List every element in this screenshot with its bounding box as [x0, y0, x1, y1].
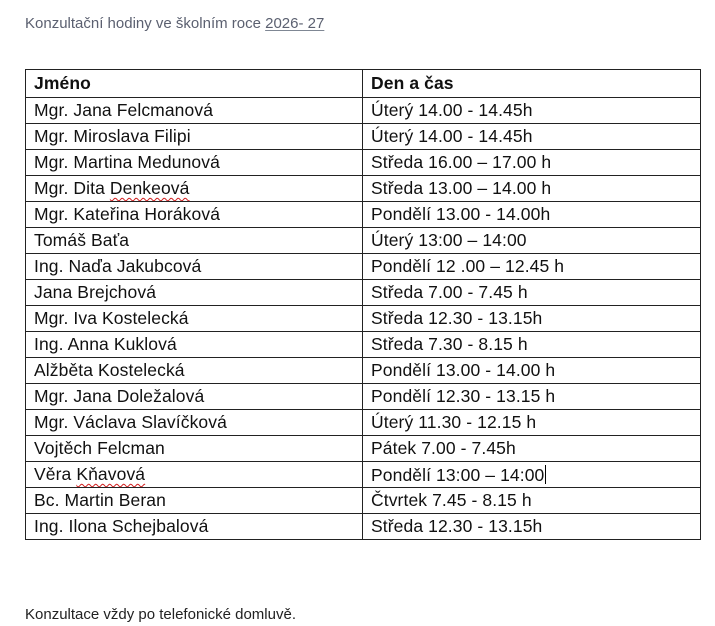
consultation-hours-table — [25, 69, 701, 540]
consultation-time-cell[interactable]: Čtvrtek 7.45 - 8.15 h — [363, 488, 701, 514]
teacher-name-cell[interactable] — [26, 176, 363, 202]
table-row — [26, 254, 701, 280]
consultation-time-cell[interactable]: Středa 16.00 – 17.00 h — [363, 150, 701, 176]
name-text: Mgr. Dita — [34, 177, 110, 198]
teacher-name-cell[interactable]: Ing. Ilona Schejbalová — [26, 514, 363, 540]
column-header-name: Jméno — [26, 70, 363, 98]
table-row — [26, 280, 701, 306]
table-row — [26, 150, 701, 176]
consultation-time-cell[interactable] — [363, 462, 701, 488]
teacher-name-cell[interactable]: Mgr. Jana Doležalová — [26, 384, 363, 410]
teacher-name-cell[interactable]: Bc. Martin Beran — [26, 488, 363, 514]
consultation-time-cell[interactable]: Středa 7.30 - 8.15 h — [363, 332, 701, 358]
table-row — [26, 176, 701, 202]
footer-note: Konzultace vždy po telefonické domluvě. — [25, 606, 296, 623]
teacher-name-cell[interactable]: Mgr. Iva Kostelecká — [26, 306, 363, 332]
heading-text: Konzultační hodiny ve školním roce — [25, 15, 266, 32]
consultation-time-cell[interactable]: Úterý 11.30 - 12.15 h — [363, 410, 701, 436]
teacher-name-cell[interactable]: Mgr. Martina Medunová — [26, 150, 363, 176]
consultation-time-cell[interactable]: Pondělí 13.00 - 14.00 h — [363, 358, 701, 384]
table-header-row — [26, 70, 701, 98]
text-cursor — [545, 465, 546, 484]
consultation-time-cell[interactable]: Úterý 14.00 - 14.45h — [363, 98, 701, 124]
consultation-time-cell[interactable]: Středa 12.30 - 13.15h — [363, 514, 701, 540]
table-row — [26, 436, 701, 462]
teacher-name-cell[interactable]: Tomáš Baťa — [26, 228, 363, 254]
consultation-time-cell[interactable]: Středa 12.30 - 13.15h — [363, 306, 701, 332]
table-row — [26, 410, 701, 436]
table-row — [26, 358, 701, 384]
teacher-name-cell[interactable]: Alžběta Kostelecká — [26, 358, 363, 384]
time-text: Pondělí 13:00 – 14:00 — [371, 464, 545, 485]
spelling-flagged-word: Denkeová — [109, 177, 190, 198]
teacher-name-cell[interactable]: Vojtěch Felcman — [26, 436, 363, 462]
teacher-name-cell[interactable]: Mgr. Václava Slavíčková — [26, 410, 363, 436]
table-row — [26, 124, 701, 150]
table-row — [26, 514, 701, 540]
teacher-name-cell[interactable]: Ing. Anna Kuklová — [26, 332, 363, 358]
teacher-name-cell[interactable]: Mgr. Miroslava Filipi — [26, 124, 363, 150]
table-row — [26, 228, 701, 254]
consultation-time-cell[interactable]: Úterý 14.00 - 14.45h — [363, 124, 701, 150]
table-row — [26, 98, 701, 124]
table-row — [26, 202, 701, 228]
consultation-time-cell[interactable]: Středa 13.00 – 14.00 h — [363, 176, 701, 202]
teacher-name-cell[interactable]: Ing. Naďa Jakubcová — [26, 254, 363, 280]
spelling-flagged-word: Kňavová — [76, 463, 146, 484]
consultation-time-cell[interactable]: Úterý 13:00 – 14:00 — [363, 228, 701, 254]
column-header-time: Den a čas — [363, 70, 701, 98]
document-heading — [25, 15, 324, 32]
consultation-time-cell[interactable]: Pondělí 13.00 - 14.00h — [363, 202, 701, 228]
table-row — [26, 462, 701, 488]
consultation-time-cell[interactable]: Středa 7.00 - 7.45 h — [363, 280, 701, 306]
table-row — [26, 384, 701, 410]
school-year: 2026- 27 — [265, 15, 325, 32]
table-row — [26, 488, 701, 514]
consultation-time-cell[interactable]: Pondělí 12.30 - 13.15 h — [363, 384, 701, 410]
consultation-time-cell[interactable]: Pondělí 12 .00 – 12.45 h — [363, 254, 701, 280]
table-row — [26, 306, 701, 332]
teacher-name-cell[interactable] — [26, 462, 363, 488]
table-row — [26, 332, 701, 358]
consultation-time-cell[interactable]: Pátek 7.00 - 7.45h — [363, 436, 701, 462]
teacher-name-cell[interactable]: Mgr. Jana Felcmanová — [26, 98, 363, 124]
name-text: Věra — [34, 463, 77, 484]
teacher-name-cell[interactable]: Mgr. Kateřina Horáková — [26, 202, 363, 228]
teacher-name-cell[interactable]: Jana Brejchová — [26, 280, 363, 306]
